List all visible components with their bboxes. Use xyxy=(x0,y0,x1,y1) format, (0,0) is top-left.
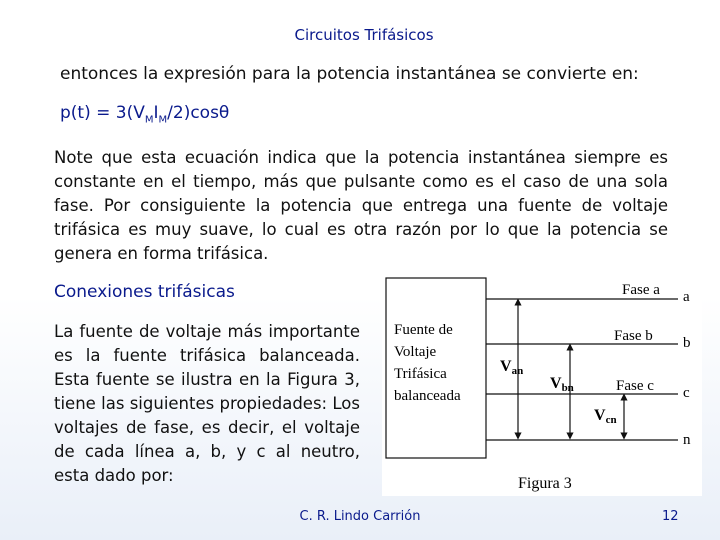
phase-label-b: Fase b xyxy=(614,328,653,344)
phase-label-c: Fase c xyxy=(616,378,654,394)
note-paragraph: Note que esta ecuación indica que la potencia instantánea siempre es constante en el tiempo, más que pulsante como es el caso de una sola fase. Por consiguiente la potencia que entrega una fuente de voltaje trifásica es muy suave, lo cual es otra razón por lo que la potencia se genera en forma trifásica. xyxy=(54,148,668,263)
source-line-3: Trifásica xyxy=(394,366,447,382)
figure-caption: Figura 3 xyxy=(518,475,572,492)
terminal-b: b xyxy=(683,335,691,351)
source-line-4: balanceada xyxy=(394,388,461,404)
formula-sub-1: M xyxy=(144,114,154,126)
power-formula xyxy=(60,103,229,125)
source-line-1: Fuente de xyxy=(394,322,453,338)
formula-prefix: p(t) = 3(V xyxy=(60,103,145,123)
label-vcn: Vcn xyxy=(594,407,617,426)
formula-suffix: /2)cosθ xyxy=(167,103,230,123)
section-paragraph: La fuente de voltaje más importante es la fuente trifásica balanceada. Esta fuente se ilustra en la Figura 3, tiene las siguientes propiedades: Los voltajes de fase, es decir, el voltaje de cada línea a, b, y c al neutro, esta dado por: xyxy=(54,322,360,485)
footer-author: C. R. Lindo Carrión xyxy=(299,509,421,524)
intro-text: entonces la expresión para la potencia instantánea se convierte en: xyxy=(60,64,639,84)
terminal-c: c xyxy=(683,385,690,401)
formula-mid: I xyxy=(153,103,159,123)
source-line-2: Voltaje xyxy=(394,344,437,360)
three-phase-figure xyxy=(382,276,702,496)
figure-background xyxy=(382,276,702,496)
phase-label-a: Fase a xyxy=(622,282,660,298)
terminal-n: n xyxy=(683,432,691,448)
label-vbn: Vbn xyxy=(550,375,574,394)
formula-sub-2: M xyxy=(158,114,168,126)
label-van: Van xyxy=(500,358,524,377)
section-heading: Conexiones trifásicas xyxy=(54,282,235,302)
terminal-a: a xyxy=(683,289,690,305)
page-number: 12 xyxy=(662,509,679,524)
slide-title: Circuitos Trifásicos xyxy=(294,26,434,44)
